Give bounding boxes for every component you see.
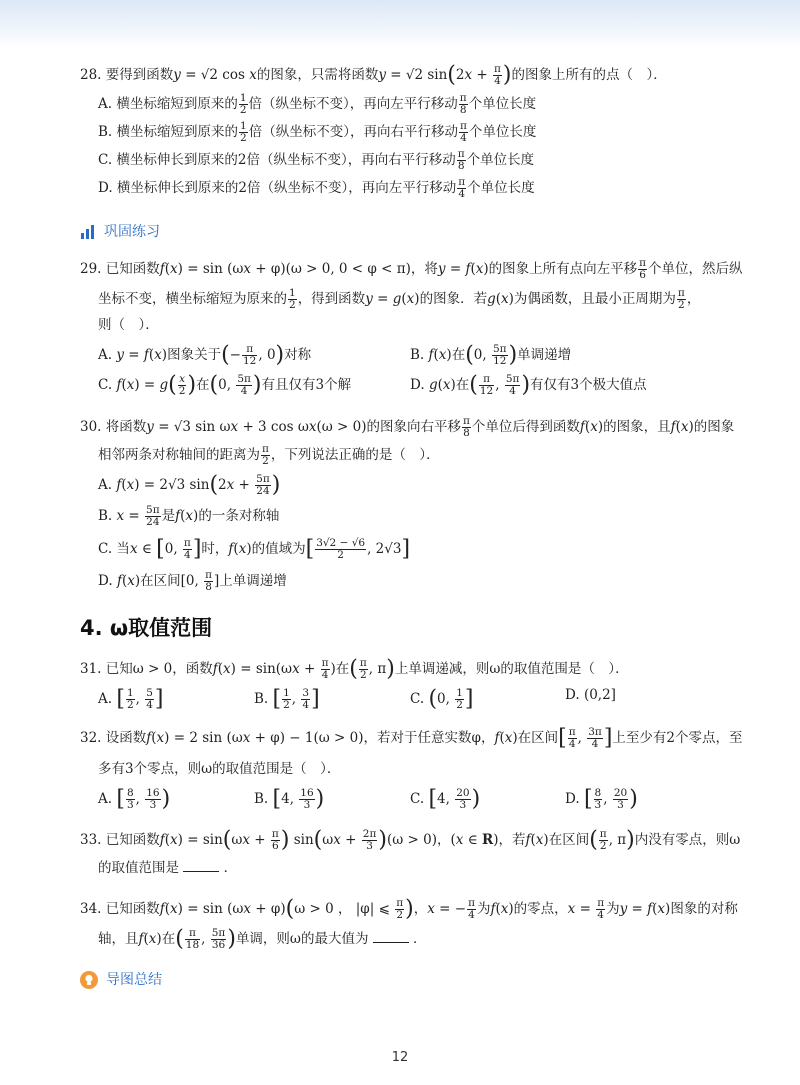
q33-l1-a: 33. 已知函数 — [80, 832, 160, 848]
q28-option-d: D. 横坐标伸长到原来的2倍（纵坐标不变），再向左平行移动 $\frac{\pi}{4}$ 个单位长度 — [98, 176, 535, 200]
q34-l2-b: 在 — [161, 931, 176, 947]
q34-l1-d: 的零点， — [513, 901, 568, 917]
bar-chart-icon — [80, 225, 96, 239]
q29-line3: 则（ ）． — [98, 317, 159, 333]
answer-blank[interactable] — [183, 859, 219, 872]
q30-c-label: C. 当 — [98, 541, 130, 557]
q32-l1-d: 在区间 — [517, 730, 559, 746]
q30-option-d: D. f(x)在区间[0, $\frac{\pi}{8}$ ]上单调递增 — [98, 569, 287, 593]
q29-a-tail: 对称 — [284, 347, 312, 363]
q28-b-text3: 个单位长度 — [468, 124, 537, 140]
q28-stem-c: 的图象上所有的点（ ）． — [511, 67, 667, 83]
q28-stem-b: 的图象，只需将函数 — [256, 67, 379, 83]
q28-b-text1: B. 横坐标缩短到原来的 — [98, 124, 239, 140]
q32-b-label: B. — [254, 791, 269, 807]
q28-d-text3: 个单位长度 — [467, 180, 535, 196]
q31-l1-d: 上单调递减，则 — [394, 661, 490, 677]
q34-l2-c: 单调，则ω的最大值为 — [235, 931, 369, 947]
q29-a-text: 图象关于 — [167, 347, 222, 363]
q34-l2-a: 轴，且 — [98, 931, 139, 947]
q33-l1-b: ， — [437, 832, 451, 848]
q32-l1-e: 上至少有2个零点，至 — [612, 730, 743, 746]
q29-l1-a: 29. 已知函数 — [80, 261, 160, 277]
q32-option-c: C. [4, $\frac{20}{3}$ ) — [410, 786, 481, 812]
q29-d-tail: 有仅有3个极大值点 — [530, 377, 647, 393]
q28-a-text3: 个单位长度 — [468, 96, 537, 112]
q29-b-text: 在 — [451, 347, 466, 363]
q33-l1-d: 在区间 — [548, 832, 590, 848]
q28-option-a: A. 横坐标缩短到原来的 $\frac{1}{2}$ 倍（纵坐标不变），再向左平行移动 $\frac{\pi}{8}$ 个单位长度 — [98, 92, 537, 116]
q31-c-label: C. — [410, 691, 425, 707]
q31-l1-c: 在 — [335, 661, 350, 677]
q30-option-b: B. x = $\frac{5\pi}{24}$ 是f(x)的一条对称轴 — [98, 504, 280, 528]
q30-line1: 30. 将函数y = √3 sin ωx + 3 cos ωx(ω > 0)的图象向右平移 $\frac{\pi}{8}$ 个单位后得到函数f(x)的图象，且f(x)的图象 — [80, 415, 735, 439]
q30-a-label: A. — [98, 477, 113, 493]
q30-line2: 相邻两条对称轴间的距离为 $\frac{\pi}{2}$ ，下列说法正确的是（ ）． — [98, 443, 440, 467]
q28-c-text1: C. 横坐标伸长到原来的2倍（纵坐标不变），再向右平行移动 — [98, 152, 456, 168]
q30-d-tail: 上单调递增 — [219, 573, 287, 589]
q30-b-text: 是 — [161, 508, 176, 524]
q30-l2-b: ，下列说法正确的是（ ）． — [270, 447, 440, 463]
q30-l2-a: 相邻两条对称轴间的距离为 — [98, 447, 260, 463]
section-consolidate-label: 巩固练习 — [104, 224, 160, 240]
q34-line1: 34. 已知函数f(x) = sin (ωx + φ)(ω > 0 ， |φ| ⩽ $\frac{\pi}{2}$ )，x = − $\frac{\pi}{4}$ 为f(x)的零点，x = $\frac{\pi}{4}$ 为y = f(x)图象的对称 — [80, 896, 738, 922]
q29-line2: 坐标不变，横坐标缩短为原来的 $\frac{1}{2}$ ，得到函数y = g(x)的图象．若g(x)为偶函数，且最小正周期为 $\frac{\pi}{2}$ ， — [98, 287, 701, 311]
q34-l2-d: ． — [413, 931, 427, 947]
q33-l2-a: 的取值范围是 — [98, 860, 179, 876]
q30-option-a: A. f(x) = 2√3 sin(2x + $\frac{5\pi}{24}$ ) — [98, 472, 281, 498]
q29-l2-d: 为偶函数，且最小正周期为 — [513, 291, 676, 307]
q29-l1-d: 个单位，然后纵 — [648, 261, 743, 277]
q32-line1: 32. 设函数f(x) = 2 sin (ωx + φ) − 1(ω > 0)，若对于任意实数φ，f(x)在区间[ $\frac{\pi}{4}$ , $\frac{3\pi}{4}$ ]上至少有2个零点，至 — [80, 725, 743, 751]
q32-l1-c: ， — [480, 730, 495, 746]
q33-line1: 33. 已知函数f(x) = sin(ωx + $\frac{\pi}{6}$ ) sin(ωx + $\frac{2\pi}{3}$ )(ω > 0)，(x ∈ R)，若f(x)在区间( $\frac{\pi}{2}$ , π)内没有零点，则ω — [80, 827, 741, 853]
q34-l1-a: 34. 已知函数 — [80, 901, 160, 917]
q32-option-d: D. [ $\frac{8}{3}$ , $\frac{20}{3}$ ) — [565, 786, 638, 812]
lightbulb-icon — [80, 971, 98, 989]
q31-line1: 31. 已知ω > 0，函数f(x) = sin(ωx + $\frac{\pi}{4}$ )在( $\frac{\pi}{2}$ , π)上单调递减，则ω的取值范围是（ ）． — [80, 656, 629, 682]
q29-b-tail: 单调递增 — [517, 347, 572, 363]
q29-d-text: 在 — [455, 377, 470, 393]
q31-b-label: B. — [254, 691, 269, 707]
q31-option-c: C. (0, $\frac{1}{2}$ ] — [410, 686, 474, 712]
q29-d-label: D. — [410, 377, 425, 393]
q31-a-label: A. — [98, 691, 113, 707]
q28-a-text2: 倍（纵坐标不变），再向左平行移动 — [248, 96, 458, 112]
q30-l1-e: 的图象 — [693, 419, 735, 435]
q34-l1-e: 为 — [606, 901, 620, 917]
q28-option-b: B. 横坐标缩短到原来的 $\frac{1}{2}$ 倍（纵坐标不变），再向右平行移动 $\frac{\pi}{4}$ 个单位长度 — [98, 120, 537, 144]
q32-option-b: B. [4, $\frac{16}{3}$ ) — [254, 786, 325, 812]
q30-c-text1: 时， — [201, 541, 229, 557]
q29-b-label: B. — [410, 347, 425, 363]
q29-l2-b: ，得到函数 — [297, 291, 366, 307]
q30-d-text: 在区间 — [140, 573, 181, 589]
q28-d-text1: D. 横坐标伸长到原来的2倍（纵坐标不变），再向左平行移动 — [98, 180, 457, 196]
q29-l2-a: 坐标不变，横坐标缩短为原来的 — [98, 291, 287, 307]
q34-l1-f: 图象的对称 — [670, 901, 738, 917]
q28-b-text2: 倍（纵坐标不变），再向右平行移动 — [248, 124, 458, 140]
q29-c-label: C. — [98, 377, 113, 393]
q32-l1-a: 32. 设函数 — [80, 730, 147, 746]
q28-stem-a: 28. 要得到函数 — [80, 67, 174, 83]
q30-l1-a: 30. 将函数 — [80, 419, 147, 435]
q30-b-label: B. — [98, 508, 113, 524]
section-consolidate — [80, 221, 160, 241]
q32-option-a: A. [ $\frac{8}{3}$ , $\frac{16}{3}$ ) — [98, 786, 171, 812]
q31-option-b: B. [ $\frac{1}{2}$ , $\frac{3}{4}$ ] — [254, 686, 320, 712]
q29-option-c: C. f(x) = g( $\frac{x}{2}$ )在(0, $\frac{5\pi}{4}$ )有且仅有3个解 — [98, 372, 352, 398]
q31-d-value: (0,2] — [583, 687, 616, 703]
q30-c-text2: 的值域为 — [251, 541, 306, 557]
q29-a-label: A. — [98, 347, 113, 363]
q30-l1-b: 的图象向右平移 — [366, 419, 462, 435]
q33-l1-e: 内没有零点，则ω — [634, 832, 741, 848]
page-number: 12 — [391, 1050, 409, 1065]
q29-option-b: B. f(x)在(0, $\frac{5\pi}{12}$ )单调递增 — [410, 342, 572, 368]
q29-l1-b: ，将 — [410, 261, 438, 277]
q31-option-d — [565, 685, 616, 705]
q32-c-label: C. — [410, 791, 425, 807]
q31-l1-a: 31. 已知 — [80, 661, 133, 677]
q31-l1-e: 的取值范围是（ ）． — [500, 661, 629, 677]
q29-option-d: D. g(x)在( $\frac{\pi}{12}$ , $\frac{5\pi}{4}$ )有仅有3个极大值点 — [410, 372, 647, 398]
q29-l2-e: ， — [686, 291, 701, 307]
q28-c-text3: 个单位长度 — [466, 152, 535, 168]
q31-option-a: A. [ $\frac{1}{2}$ , $\frac{5}{4}$ ] — [98, 686, 164, 712]
section-summary — [80, 969, 162, 989]
q30-l1-d: 的图象，且 — [603, 419, 671, 435]
q30-option-c: C. 当x ∈ [0, $\frac{\pi}{4}$ ]时，f(x)的值域为[ $\frac{3√2 - √6}{2}$ , 2√3] — [98, 536, 411, 562]
q33-l2-b: ． — [223, 860, 238, 876]
q34-l1-b: ， — [413, 901, 428, 917]
q32-d-label: D. — [565, 791, 580, 807]
q33-line2 — [98, 858, 237, 878]
q30-b-tail: 的一条对称轴 — [198, 508, 280, 524]
q28-option-c: C. 横坐标伸长到原来的2倍（纵坐标不变），再向右平行移动 $\frac{\pi}{8}$ 个单位长度 — [98, 148, 535, 172]
q30-d-label: D. — [98, 573, 113, 589]
q30-l1-c: 个单位后得到函数 — [471, 419, 580, 435]
section-4-heading: 4. ω取值范围 — [80, 616, 213, 640]
q29-l1-c: 的图象上所有点向左平移 — [488, 261, 638, 277]
q34-l1-c: 为 — [476, 901, 491, 917]
q28-stem: 28. 要得到函数y = √2 cos x的图象，只需将函数y = √2 sin(2x + $\frac{\pi}{4}$ )的图象上所有的点（ ）． — [80, 62, 667, 88]
q28-a-text1: A. 横坐标缩短到原来的 — [98, 96, 238, 112]
q29-l2-c: 的图象．若 — [419, 291, 488, 307]
q29-c-text: 在 — [196, 377, 210, 393]
section-summary-label: 导图总结 — [106, 972, 162, 988]
q32-a-label: A. — [98, 791, 113, 807]
q31-l1-b: ，函数 — [172, 661, 213, 677]
answer-blank[interactable] — [373, 930, 409, 943]
q31-d-label: D. — [565, 687, 580, 703]
q29-option-a: A. y = f(x)图象关于(− $\frac{\pi}{12}$ , 0)对称 — [98, 342, 312, 368]
q32-l1-b: ，若对于任意实数 — [363, 730, 472, 746]
q29-line1: 29. 已知函数f(x) = sin (ωx + φ)(ω > 0, 0 < φ < π)，将y = f(x)的图象上所有点向左平移 $\frac{\pi}{6}$ 个单位，然后纵 — [80, 257, 743, 281]
q32-line2: 多有3个零点，则ω的取值范围是（ ）． — [98, 761, 341, 777]
q29-c-tail: 有且仅有3个解 — [261, 377, 352, 393]
q34-line2: 轴，且f(x)在( $\frac{\pi}{18}$ , $\frac{5\pi}{36}$ )单调，则ω的最大值为 ． — [98, 926, 427, 952]
q33-l1-c: ，若 — [498, 832, 526, 848]
